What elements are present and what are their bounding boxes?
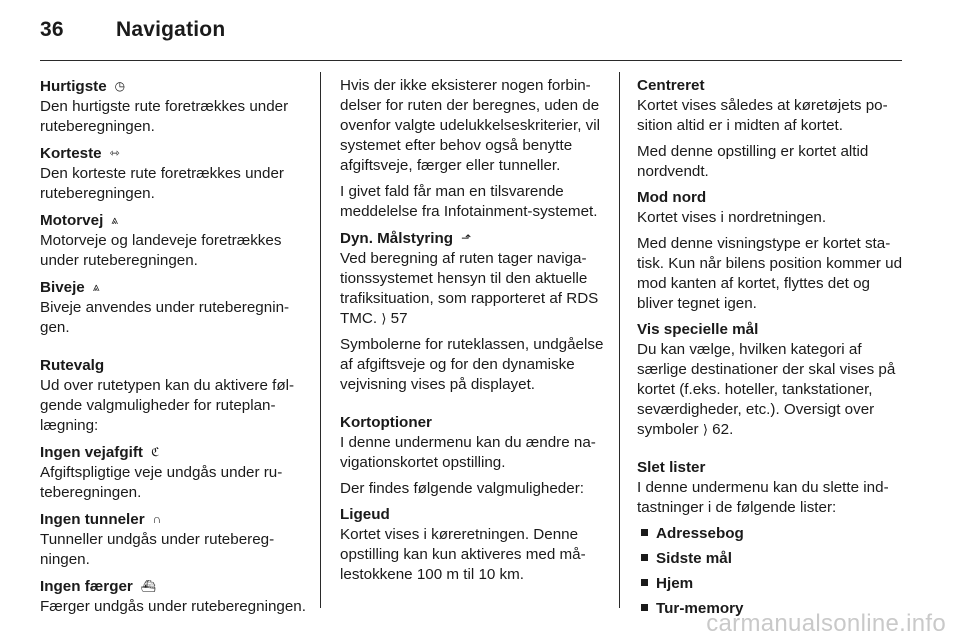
option-text: Kortet vises således at køretøjets position altid er i midten af kortet. <box>637 97 888 134</box>
section-title: Kortoptioner <box>340 414 432 431</box>
option-title: Dyn. Målstyring ⬏ <box>340 230 472 247</box>
motorway-icon: ⩓ <box>111 213 119 227</box>
option-title: Ingen tunneler ∩ <box>40 511 162 528</box>
paragraph: Hvis der ikke eksisterer nogen forbindelser for ruten der beregnes, uden de ovenfor valgte udelukkelseskriterier, vil systemet efter behov også benytte afgiftsveje, færger eller tunneller. <box>340 77 600 174</box>
list-item: Tur-memory <box>637 599 905 619</box>
bullet-icon <box>641 604 648 611</box>
section-text: I denne undermenu kan du slette indtastninger i de følgende lister: <box>637 479 889 516</box>
option-title: Hurtigste ◷ <box>40 78 126 95</box>
toll-icon: ℭ <box>150 445 160 459</box>
list-item: Adressebog <box>637 524 905 544</box>
tunnel-icon: ∩ <box>152 512 162 526</box>
option-text: Afgiftspligtige veje undgås under ruteberegningen. <box>40 464 283 501</box>
bullet-icon <box>641 529 648 536</box>
option-text: Motorveje og landeveje foretrækkes under ruteberegningen. <box>40 232 282 269</box>
column-divider <box>320 72 321 608</box>
option-title: Centreret <box>637 77 705 94</box>
option-text: Færger undgås under ruteberegningen. <box>40 598 306 615</box>
option-text: Ved beregning af ruten tager navigationssystemet hensyn til den aktuelle trafiksituation, som rapporteret af RDS TMC. ⟩ 57 <box>340 250 599 327</box>
option-title: Ingen vejafgift ℭ <box>40 444 160 461</box>
paragraph: Med denne visningstype er kortet statisk. Kun når bilens position kommer ud mod kanten af kortet, flyttes det og bliver tegnet igen. <box>637 235 903 312</box>
clock-icon: ◷ <box>114 79 126 93</box>
byroad-icon: ⩓ <box>92 280 100 294</box>
watermark: carmanualsonline.info <box>706 610 946 637</box>
page-reference-icon: ⟩ <box>702 422 708 437</box>
page-title: Navigation <box>116 18 226 41</box>
list <box>637 524 905 619</box>
option-text: Du kan vælge, hvilken kategori af særlige destinationer der skal vises på kortet (f.eks. hoteller, tankstationer, seværdigheder, etc.). Oversigt over symboler ⟩ 62. <box>637 341 896 438</box>
option-text: Kortet vises i nordretningen. <box>637 209 827 226</box>
option-text: Kortet vises i køreretningen. Denne opstilling kan kun aktiveres med målestokkene 100 m til 10 km. <box>340 526 586 583</box>
option-title: Korteste ⇿ <box>40 145 120 162</box>
column-3 <box>637 76 905 625</box>
section-title: Rutevalg <box>40 357 105 374</box>
option-title: Biveje ⩓ <box>40 279 100 296</box>
page-header <box>40 18 225 42</box>
column-divider <box>619 72 620 608</box>
list-item: Sidste mål <box>637 549 905 569</box>
option-title: Ligeud <box>340 506 390 523</box>
option-title: Motorvej ⩓ <box>40 212 119 229</box>
dynamic-route-icon: ⬏ <box>461 231 472 245</box>
option-title: Mod nord <box>637 189 707 206</box>
paragraph: Symbolerne for ruteklassen, undgåelse af afgiftsveje og for den dynamiske vejvisning vises på displayet. <box>340 336 604 393</box>
option-text: Den hurtigste rute foretrækkes under ruteberegningen. <box>40 98 289 135</box>
paragraph: I givet fald får man en tilsvarende meddelelse fra Infotainment-systemet. <box>340 183 598 220</box>
bullet-icon <box>641 579 648 586</box>
column-1 <box>40 76 308 623</box>
option-text: Den korteste rute foretrækkes under ruteberegningen. <box>40 165 284 202</box>
bullet-icon <box>641 554 648 561</box>
option-text: Biveje anvendes under ruteberegningen. <box>40 299 290 336</box>
section-text: I denne undermenu kan du ændre navigationskortet opstilling. <box>340 434 596 471</box>
paragraph: Med denne opstilling er kortet altid nordvendt. <box>637 143 869 180</box>
section-text: Ud over rutetypen kan du aktivere følgende valgmuligheder for ruteplanlægning: <box>40 377 295 434</box>
section-title: Slet lister <box>637 459 706 476</box>
page-reference-icon: ⟩ <box>381 311 387 326</box>
option-title: Vis specielle mål <box>637 321 759 338</box>
page-reference: 62. <box>712 421 734 438</box>
paragraph: Der findes følgende valgmuligheder: <box>340 480 584 497</box>
list-item: Hjem <box>637 574 905 594</box>
min-distance-icon: ⇿ <box>109 146 120 160</box>
ferry-icon: ⛴ <box>140 579 157 593</box>
page-reference: 57 <box>390 310 408 327</box>
option-text: Tunneller undgås under ruteberegningen. <box>40 531 275 568</box>
column-2 <box>340 76 608 591</box>
header-rule <box>40 60 902 61</box>
page-number: 36 <box>40 18 64 41</box>
option-title: Ingen færger ⛴ <box>40 578 157 595</box>
